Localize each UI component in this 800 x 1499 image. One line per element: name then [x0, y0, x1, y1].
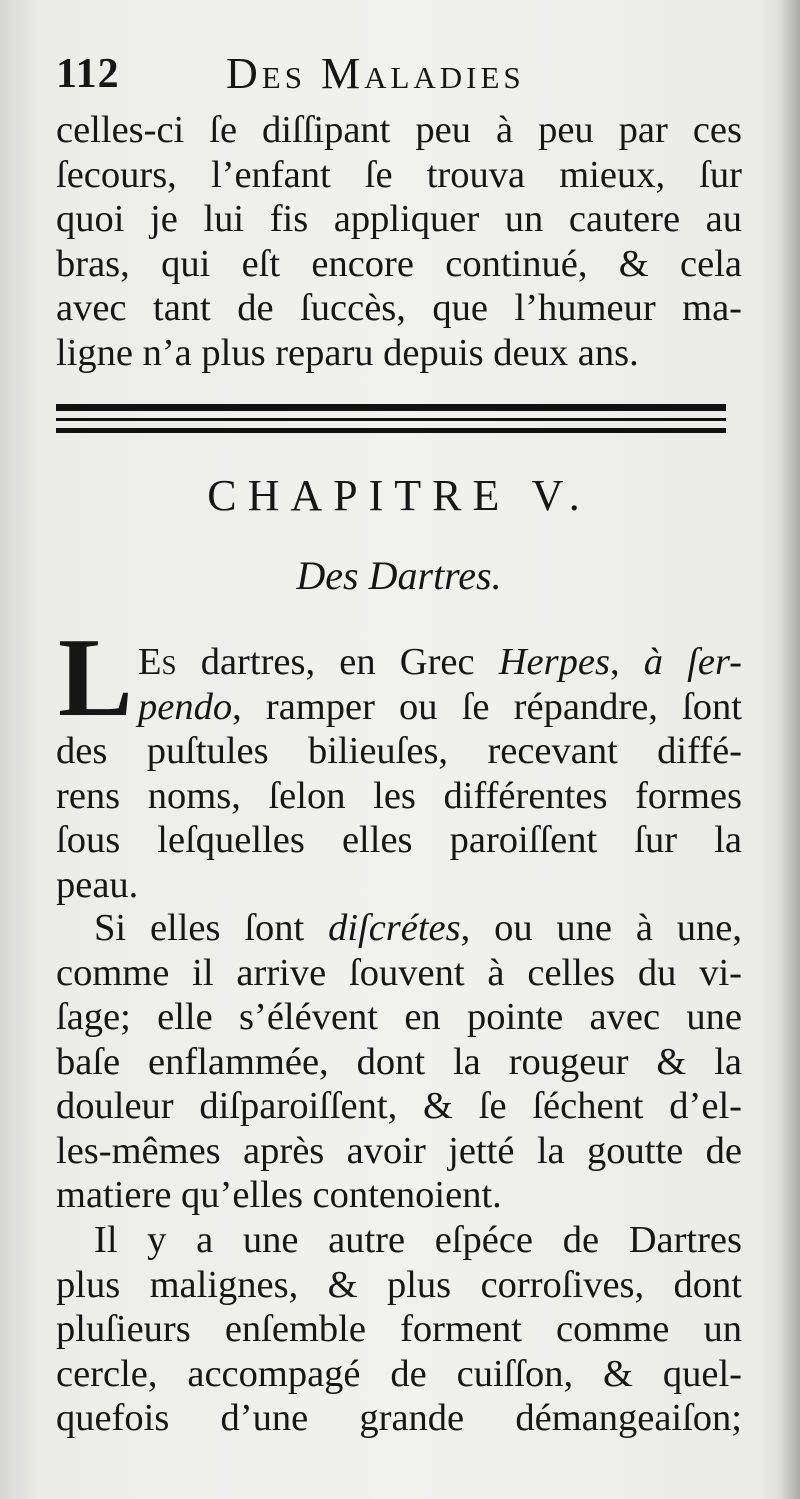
double-rule-thick [56, 404, 726, 411]
paragraph-1 [56, 640, 742, 907]
text-line: quefois d’une grande démangeaiſon; [56, 1397, 742, 1439]
italic-text: à ſer- [643, 641, 742, 683]
italic-text: pendo [138, 685, 233, 728]
text-line: quoi je lui fis appliquer un cautere au [56, 198, 742, 240]
text-line: avec tant de ſuccès, que l’humeur ma- [56, 287, 742, 329]
text-line: baſe enflammée, dont la rougeur & la [56, 1040, 742, 1083]
paragraph-3 [56, 1218, 742, 1441]
text-line: rens noms, ſelon les différentes formes [56, 774, 742, 817]
text-line: bras, qui eſt encore continué, & cela [56, 242, 742, 285]
italic-text: Herpes [498, 641, 610, 683]
text-line: pluſieurs enſemble forment comme un [56, 1308, 742, 1350]
text-line: des puſtules bilieuſes, recevant diffé- [56, 730, 742, 772]
page-number: 112 [56, 51, 120, 97]
text-line [56, 640, 742, 685]
double-rule-bottom [56, 428, 726, 433]
text-line: matiere qu’elles contenoient. [56, 1174, 502, 1216]
text-line: cercle, accompagé de cuiſſon, & quel- [56, 1352, 742, 1395]
text-line [56, 906, 742, 951]
text-line: ſage; elle s’élévent en pointe avec une [56, 996, 742, 1038]
chapter-subtitle: Des Dartres. [296, 553, 502, 598]
chapter-title: CHAPITRE V. [207, 471, 591, 520]
text-line: ligne n’a plus reparu depuis deux ans. [56, 331, 639, 374]
double-rule-middle [56, 418, 726, 421]
text-line: ſous leſquelles elles paroiſſent ſur la [56, 819, 742, 861]
text-line: celles-ci ſe diſſipant peu à peu par ces [56, 109, 742, 151]
text-span: dartres, en Grec [176, 641, 499, 683]
text-span: , ou une à une, [460, 907, 742, 949]
running-head: Des Maladies [226, 49, 525, 98]
text-line: Il y a une autre eſpéce de Dartres [94, 1219, 742, 1261]
italic-text: diſcrétes [328, 907, 461, 949]
text-line: les-mêmes après avoir jetté la goutte de [56, 1129, 742, 1172]
text-span: , ramper ou ſe répandre, ſont [232, 685, 742, 728]
text-span: , [609, 641, 644, 683]
top-paragraph [56, 108, 742, 375]
text-line: comme il arrive ſouvent à celles du vi- [56, 951, 742, 994]
text-span: Si elles ſont [94, 907, 329, 949]
page-edge-shadow [780, 0, 800, 1499]
text-line: douleur diſparoiſſent, & ſe ſéchent d’el- [56, 1085, 742, 1127]
page-header [56, 48, 746, 104]
small-caps-text: Es [138, 641, 177, 683]
text-line: plus malignes, & plus corroſives, dont [56, 1263, 742, 1306]
text-line: ſecours, l’enfant ſe trouva mieux, ſur [56, 153, 742, 196]
text-line [56, 685, 742, 730]
paragraph-2 [56, 906, 742, 1218]
text-line: peau. [56, 863, 139, 906]
drop-cap: L [58, 616, 133, 740]
